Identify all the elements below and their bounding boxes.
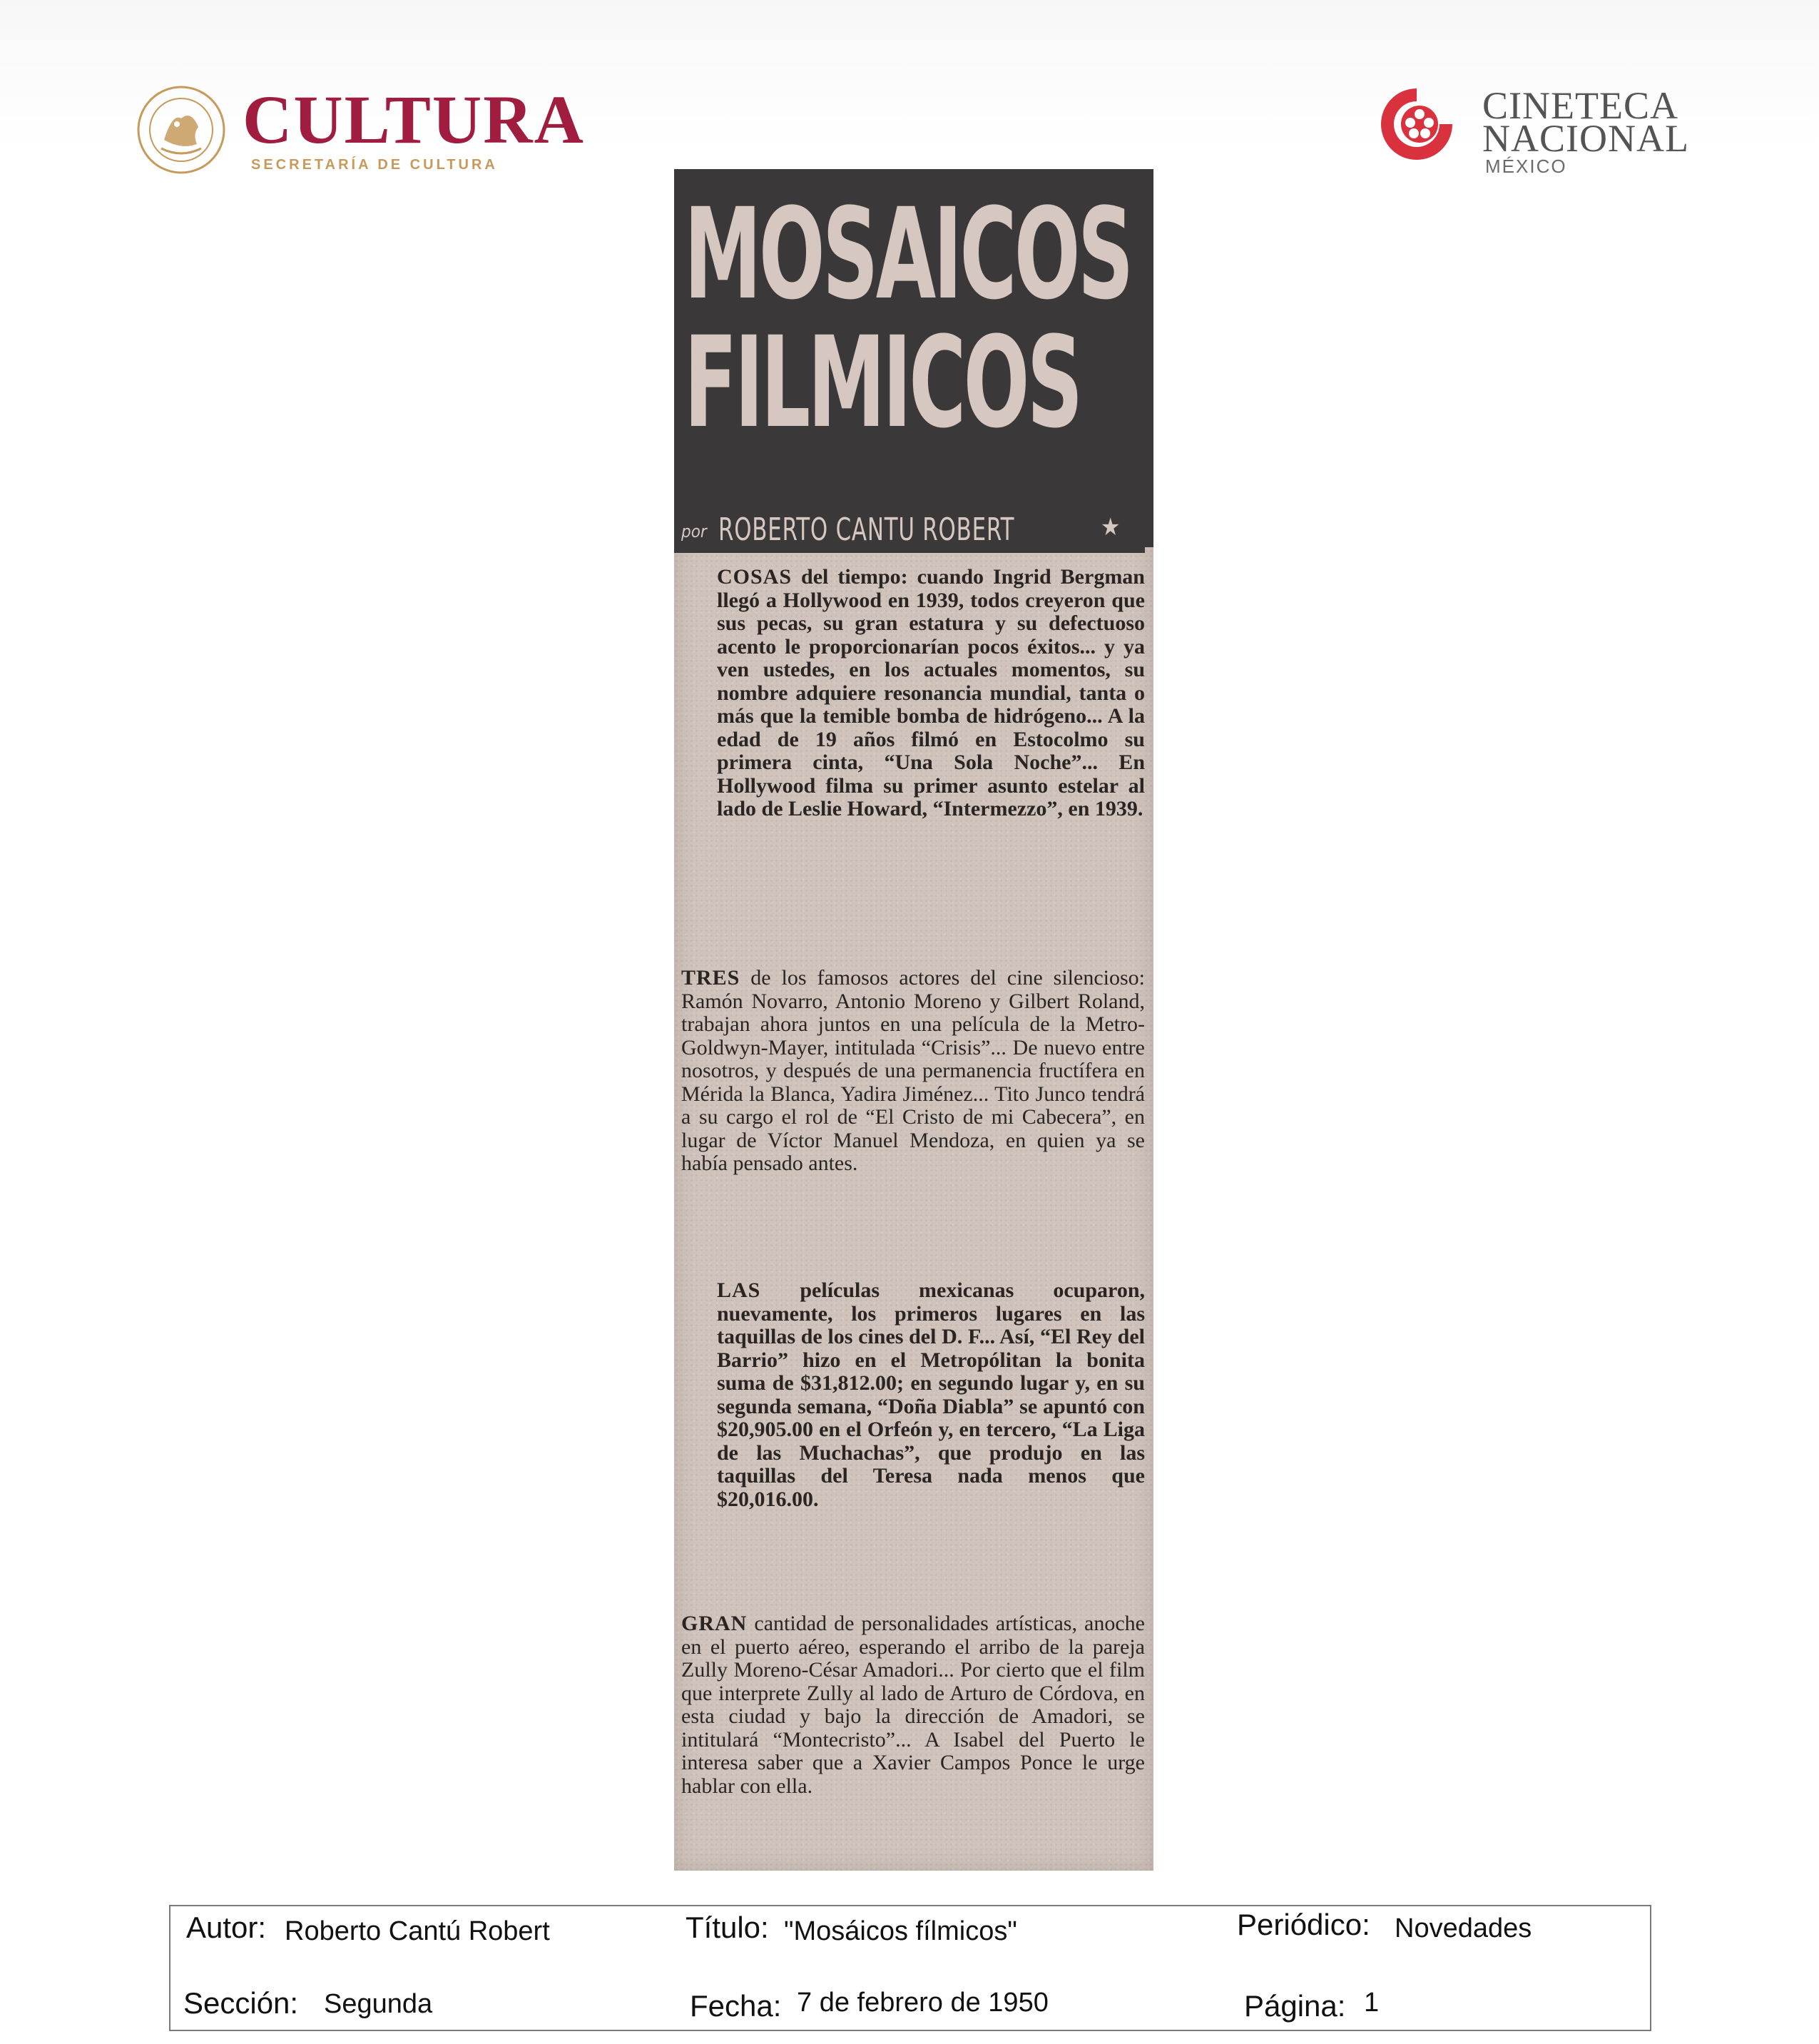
article-paragraph [681, 1612, 1145, 1798]
mexican-seal-icon [136, 84, 227, 176]
autor-label: Autor: [186, 1911, 267, 1944]
seccion-label: Sección: [183, 1986, 299, 2020]
column-title-line1: MOSAICOS [684, 181, 1131, 327]
byline [674, 504, 1145, 553]
paragraph-text: del tiempo: cuando Ingrid Bergman llegó a Hollywood en 1939, todos creyeron que sus pecas, su gran estatura y su defectuoso acento le proporcionarían pocos éxitos... y ya ven ustedes, en los actuales momentos, su nombre adquiere resonancia mundial, tanta o más que la temible bomba de hidrógeno... A la edad de 19 años filmó en Estocolmo su primera cinta, “Una Sola Noche”... En Hollywood filma su primer asunto estelar al lado de Leslie Howard, “Intermezzo”, en 1939. [717, 565, 1145, 820]
pagina-label: Página: [1244, 1989, 1346, 2023]
cultura-logo [136, 81, 606, 184]
seccion-value: Segunda [324, 1989, 433, 2019]
paragraph-text: películas mexicanas ocuparon, nuevamente, los primeros lugares en las taquillas de los cines del D. F... Así, “El Rey del Barrio” hizo en el Metropólitan la bonita suma de $31,812.00; en segundo lugar y, en su segunda semana, “Doña Diabla” se apuntó con $20,905.00 en el Orfeón y, en tercero, “La Liga de las Muchachas”, que produjo en las taquillas del Teresa nada menos que $20,016.00. [717, 1278, 1145, 1511]
periodico-value: Novedades [1395, 1913, 1532, 1943]
titulo-value: "Mosáicos fílmicos" [784, 1916, 1017, 1946]
cineteca-country: MÉXICO [1485, 156, 1567, 177]
cultura-wordmark: CULTURA [243, 81, 585, 158]
metadata-box [169, 1905, 1651, 2031]
column-title [684, 181, 1146, 456]
paragraph-lead: TRES [681, 966, 740, 990]
autor-value: Roberto Cantú Robert [285, 1916, 550, 1946]
periodico-label: Periódico: [1237, 1908, 1370, 1941]
byline-name: ROBERTO CANTU ROBERT [718, 512, 1015, 548]
paragraph-text: de los famosos actores del cine silencioso: Ramón Novarro, Antonio Moreno y Gilbert Roland, trabajan ahora juntos en una película de la Metro-Goldwyn-Mayer, intitulada “Crisis”... De nuevo entre nosotros, y después de una permanencia fructífera en Mérida la Blanca, Yadira Jiménez... Tito Junco tendrá a su cargo el rol de “El Cristo de mi Cabecera”, en lugar de Víctor Manuel Mendoza, en quien ya se había pensado antes. [681, 966, 1145, 1175]
article-paragraph [681, 967, 1145, 1176]
pagina-value: 1 [1364, 1988, 1380, 2018]
cineteca-name-line2: NACIONAL [1482, 117, 1689, 160]
paragraph-lead: LAS [717, 1278, 761, 1302]
byline-prefix: por [681, 522, 707, 541]
titulo-label: Título: [686, 1911, 769, 1944]
fecha-value: 7 de febrero de 1950 [797, 1988, 1049, 2018]
column-title-line2: FILMICOS [684, 310, 1081, 456]
paragraph-lead: GRAN [681, 1612, 748, 1635]
paragraph-text: cantidad de personalidades artísticas, anoche en el puerto aéreo, esperando el arribo de la pareja Zully Moreno-César Amadori... Por cierto que el film que interprete Zully al lado de Arturo de Córdova, en esta ciudad y bajo la dirección de Amadori, se intitulará “Montecristo”... A Isabel del Puerto le interesa saber que a Xavier Campos Ponce le urge hablar con ella. [681, 1612, 1145, 1798]
cineteca-name-line1: CINETECA [1482, 84, 1678, 127]
star-icon: ★ [1101, 513, 1121, 541]
cineteca-logo [1377, 84, 1698, 184]
article-paragraph [717, 1279, 1145, 1511]
film-reel-icon [1377, 84, 1457, 164]
column-masthead [674, 169, 1153, 547]
cultura-subtitle: SECRETARÍA DE CULTURA [251, 157, 498, 173]
fecha-label: Fecha: [690, 1989, 782, 2023]
paragraph-lead: COSAS [717, 565, 793, 589]
newspaper-clipping [674, 169, 1153, 1871]
article-paragraph [717, 566, 1145, 821]
